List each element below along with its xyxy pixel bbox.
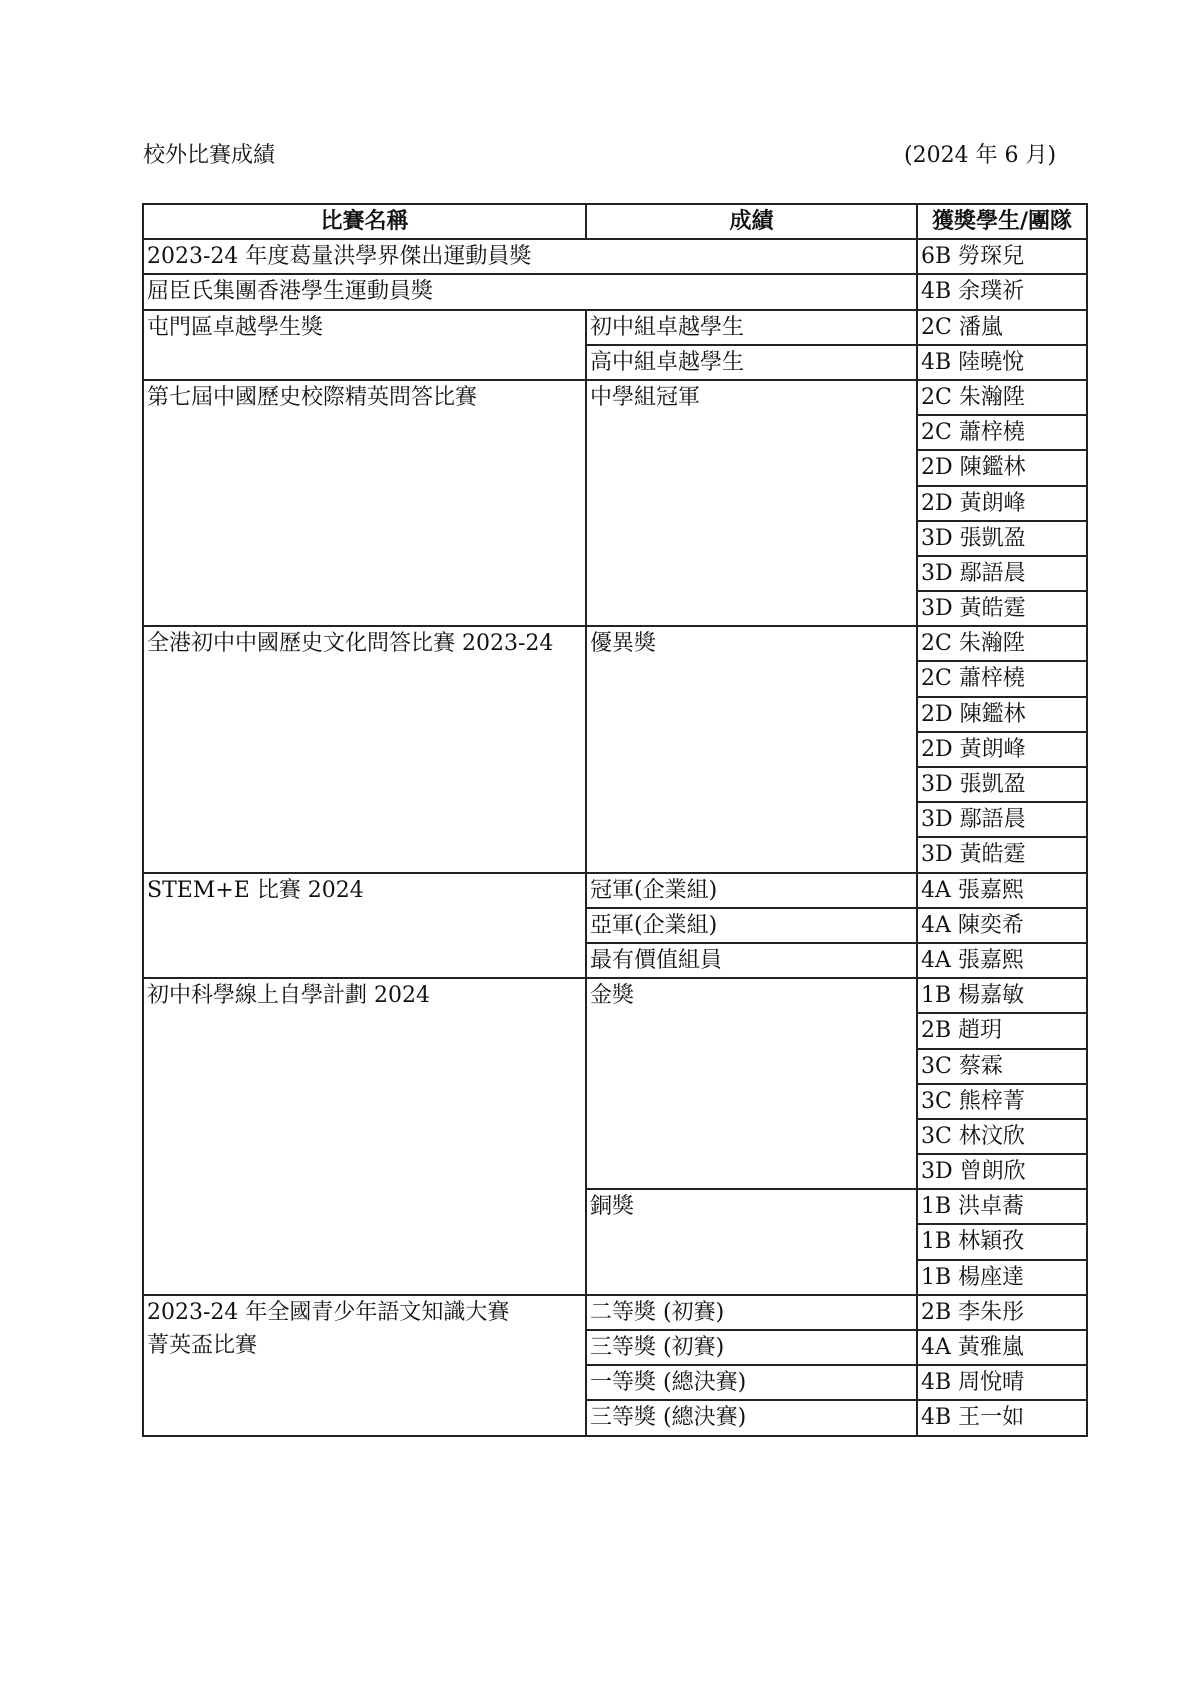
winner-cell: 2B 李朱彤 bbox=[917, 1295, 1087, 1330]
award-cell: 亞軍(企業組) bbox=[586, 908, 917, 943]
table-row bbox=[143, 310, 1087, 345]
winner-cell: 1B 楊嘉敏 bbox=[917, 978, 1087, 1013]
competition-name-cell bbox=[143, 274, 917, 309]
award-cell: 優異獎 bbox=[586, 626, 917, 872]
table-row bbox=[143, 380, 1087, 415]
competition-name-line: STEM+E 比賽 2024 bbox=[147, 877, 364, 903]
winner-cell: 2C 潘嵐 bbox=[917, 310, 1087, 345]
competition-name-cell bbox=[143, 380, 586, 626]
competition-name-cell bbox=[143, 239, 917, 274]
winner-cell: 1B 楊座達 bbox=[917, 1260, 1087, 1295]
column-header-result: 成績 bbox=[586, 204, 917, 239]
table-row bbox=[143, 978, 1087, 1013]
competition-name-cell bbox=[143, 978, 586, 1295]
winner-cell: 3D 鄢語晨 bbox=[917, 802, 1087, 837]
award-cell: 高中組卓越學生 bbox=[586, 345, 917, 380]
winner-cell: 4B 余璞祈 bbox=[917, 274, 1087, 309]
winner-cell: 4A 黃雅嵐 bbox=[917, 1330, 1087, 1365]
competition-name-cell bbox=[143, 1295, 586, 1436]
award-cell: 初中組卓越學生 bbox=[586, 310, 917, 345]
winner-cell: 2C 蕭梓橈 bbox=[917, 415, 1087, 450]
winner-cell: 3D 黃皓霆 bbox=[917, 837, 1087, 872]
competition-name-line: 菁英盃比賽 bbox=[147, 1332, 258, 1358]
award-cell: 金獎 bbox=[586, 978, 917, 1189]
table-row bbox=[143, 626, 1087, 661]
competition-name-line: 屯門區卓越學生獎 bbox=[147, 314, 324, 340]
document-date: (2024 年 6 月) bbox=[904, 143, 1057, 168]
column-header-winners: 獲獎學生/團隊 bbox=[917, 204, 1087, 239]
table-header-row bbox=[143, 204, 1087, 239]
award-cell: 銅獎 bbox=[586, 1189, 917, 1295]
table-row bbox=[143, 274, 1087, 309]
competition-name-line: 2023-24 年全國青少年語文知識大賽 bbox=[147, 1299, 510, 1325]
table-row bbox=[143, 1295, 1087, 1330]
winner-cell: 4B 王一如 bbox=[917, 1400, 1087, 1435]
award-cell: 一等獎 (總決賽) bbox=[586, 1365, 917, 1400]
winner-cell: 2D 黃朗峰 bbox=[917, 486, 1087, 521]
winner-cell: 3C 蔡霖 bbox=[917, 1049, 1087, 1084]
winner-cell: 2B 趙玥 bbox=[917, 1013, 1087, 1048]
document-title: 校外比賽成績 bbox=[143, 143, 276, 168]
winner-cell: 2C 朱瀚陞 bbox=[917, 626, 1087, 661]
winner-cell: 2D 黃朗峰 bbox=[917, 732, 1087, 767]
award-cell: 三等獎 (初賽) bbox=[586, 1330, 917, 1365]
winner-cell: 3D 曾朗欣 bbox=[917, 1154, 1087, 1189]
competition-name-line: 2023-24 年度葛量洪學界傑出運動員獎 bbox=[147, 244, 532, 270]
award-cell: 中學組冠軍 bbox=[586, 380, 917, 626]
award-cell: 二等獎 (初賽) bbox=[586, 1295, 917, 1330]
competition-name-cell bbox=[143, 310, 586, 380]
winner-cell: 4A 張嘉熙 bbox=[917, 943, 1087, 978]
winner-cell: 3D 張凱盈 bbox=[917, 521, 1087, 556]
winner-cell: 2C 蕭梓橈 bbox=[917, 661, 1087, 696]
winner-cell: 6B 勞琛兒 bbox=[917, 239, 1087, 274]
competition-name-line: 第七屆中國歷史校際精英問答比賽 bbox=[147, 384, 478, 410]
competition-name-line: 屈臣氏集團香港學生運動員獎 bbox=[147, 279, 434, 305]
winner-cell: 1B 洪卓蕎 bbox=[917, 1189, 1087, 1224]
winner-cell: 3D 張凱盈 bbox=[917, 767, 1087, 802]
winner-cell: 2C 朱瀚陞 bbox=[917, 380, 1087, 415]
winner-cell: 4B 陸曉悅 bbox=[917, 345, 1087, 380]
award-cell: 冠軍(企業組) bbox=[586, 873, 917, 908]
competition-name-line: 初中科學線上自學計劃 2024 bbox=[147, 983, 430, 1009]
winner-cell: 2D 陳鑑林 bbox=[917, 697, 1087, 732]
results-body bbox=[143, 239, 1087, 1435]
competition-name-line: 全港初中中國歷史文化問答比賽 2023-24 bbox=[147, 631, 554, 657]
award-cell: 最有價值組員 bbox=[586, 943, 917, 978]
winner-cell: 4B 周悅晴 bbox=[917, 1365, 1087, 1400]
winner-cell: 3C 熊梓菁 bbox=[917, 1084, 1087, 1119]
competition-name-cell bbox=[143, 626, 586, 872]
table-row bbox=[143, 873, 1087, 908]
winner-cell: 4A 陳奕希 bbox=[917, 908, 1087, 943]
table-row bbox=[143, 239, 1087, 274]
winner-cell: 3D 鄢語晨 bbox=[917, 556, 1087, 591]
winner-cell: 4A 張嘉熙 bbox=[917, 873, 1087, 908]
winner-cell: 3D 黃皓霆 bbox=[917, 591, 1087, 626]
winner-cell: 1B 林穎孜 bbox=[917, 1224, 1087, 1259]
award-cell: 三等獎 (總決賽) bbox=[586, 1400, 917, 1435]
competition-name-cell bbox=[143, 873, 586, 979]
results-table bbox=[142, 203, 1088, 1437]
winner-cell: 3C 林汶欣 bbox=[917, 1119, 1087, 1154]
winner-cell: 2D 陳鑑林 bbox=[917, 450, 1087, 485]
column-header-competition: 比賽名稱 bbox=[143, 204, 586, 239]
